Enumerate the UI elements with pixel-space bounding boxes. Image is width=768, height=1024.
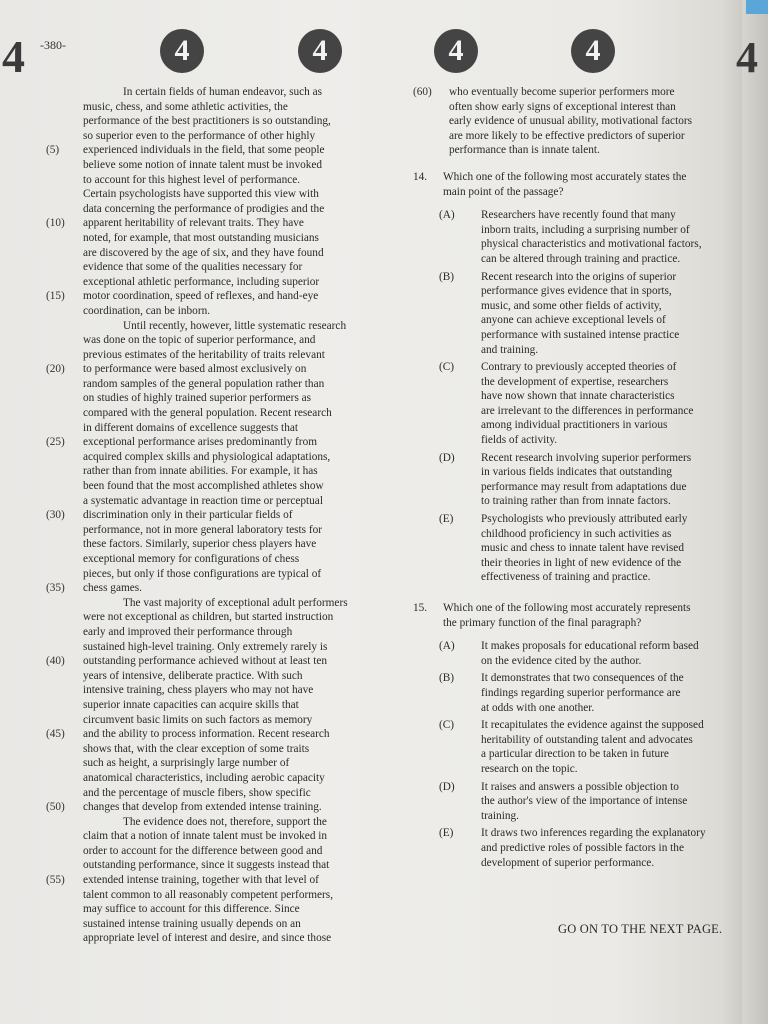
- line-text: sustained high-level training. Only extremely rarely is: [83, 640, 328, 653]
- passage-line: [46, 537, 366, 552]
- question-stem-line: the primary function of the final paragraph?: [443, 616, 642, 629]
- line-text: to account for this highest level of performance.: [83, 173, 301, 186]
- choice-text-line: Recent research into the origins of superior: [481, 270, 677, 283]
- line-text: outstanding performance achieved without at least ten: [83, 655, 328, 668]
- choice-text-line: to training rather than from innate factors.: [481, 495, 671, 508]
- choice-text-line: their theories in light of new evidence of the: [481, 556, 682, 569]
- choice-letter: (C): [439, 719, 455, 732]
- line-text: so superior even to the performance of other highly: [83, 129, 316, 142]
- line-text: on studies of highly trained superior performers as: [83, 392, 312, 405]
- line-number: (40): [46, 655, 65, 668]
- passage-continuation: [413, 85, 731, 158]
- line-number: (55): [46, 874, 65, 887]
- section-number: 4: [2, 31, 25, 82]
- line-text: acquired complex skills and physiological adaptations,: [83, 450, 331, 463]
- passage-line: [46, 246, 366, 261]
- blue-page-tab: [746, 0, 768, 14]
- passage-line: [46, 231, 366, 246]
- choice-letter: (A): [439, 640, 455, 653]
- edge-section-number: 4: [736, 33, 758, 82]
- passage-line: [46, 829, 366, 844]
- passage-line: [46, 100, 366, 115]
- line-text: such as height, a surprisingly large number of: [83, 757, 290, 770]
- answer-choice-d[interactable]: [413, 451, 731, 509]
- passage-line: [46, 786, 366, 801]
- passage-line: [413, 100, 731, 115]
- line-text: are discovered by the age of six, and they have found: [83, 246, 324, 259]
- question-stem-line: main point of the passage?: [443, 185, 564, 198]
- choice-text-line: in various fields indicates that outstanding: [481, 466, 673, 479]
- choice-text-line: research on the topic.: [481, 762, 578, 775]
- line-text: changes that develop from extended intense training.: [83, 801, 322, 814]
- line-text: to performance were based almost exclusively on: [83, 363, 307, 376]
- choice-letter: (B): [439, 672, 455, 685]
- choice-text-line: anyone can achieve exceptional levels of: [481, 314, 666, 327]
- line-text: data concerning the performance of prodigies and the: [83, 202, 325, 215]
- choice-text-line: can be altered through training and practice.: [481, 252, 681, 265]
- line-text: was done on the topic of superior performance, and: [83, 334, 316, 347]
- passage-line: [46, 581, 366, 596]
- choice-text-line: It demonstrates that two consequences of the: [481, 672, 684, 685]
- choice-text-line: at odds with one another.: [481, 701, 595, 714]
- passage-line: [46, 202, 366, 217]
- answer-choice-d[interactable]: [413, 780, 731, 824]
- go-on-footer: GO ON TO THE NEXT PAGE.: [558, 922, 723, 936]
- answer-choice-e[interactable]: [413, 512, 731, 585]
- passage-line: [46, 669, 366, 684]
- line-number: (35): [46, 582, 65, 595]
- passage-line: [413, 114, 731, 129]
- line-text: been found that the most accomplished athletes show: [83, 480, 324, 493]
- choice-text-line: It raises and answers a possible objection to: [481, 780, 679, 793]
- answer-choice-a[interactable]: [413, 639, 731, 668]
- passage-line: [46, 552, 366, 567]
- passage-line: [46, 567, 366, 582]
- passage-line: [46, 377, 366, 392]
- passage-line: [46, 304, 366, 319]
- question-list: [413, 170, 731, 870]
- choice-text-line: performance may result from adaptations due: [481, 480, 687, 493]
- passage-line: [46, 479, 366, 494]
- passage-line: [46, 873, 366, 888]
- choice-text-line: childhood proficiency in such activities as: [481, 527, 672, 540]
- choice-letter: (C): [439, 361, 455, 374]
- passage-line: [46, 610, 366, 625]
- choice-letter: (A): [439, 209, 455, 222]
- answer-choice-b[interactable]: [413, 671, 731, 715]
- choice-text-line: effectiveness of training and practice.: [481, 571, 651, 584]
- passage-line: [46, 158, 366, 173]
- section-badge: 4: [571, 29, 615, 73]
- choice-text-line: performance gives evidence that in sports,: [481, 285, 672, 298]
- choice-text-line: findings regarding superior performance are: [481, 686, 681, 699]
- line-text: motor coordination, speed of reflexes, and hand-eye: [83, 290, 319, 303]
- choice-text-line: heritability of outstanding talent and advocates: [481, 733, 693, 746]
- passage-line: [413, 85, 731, 100]
- line-text: The vast majority of exceptional adult performers: [123, 596, 348, 609]
- choice-text-line: music and chess to innate talent have revised: [481, 542, 684, 555]
- line-text: a systematic advantage in reaction time or perceptual: [83, 494, 323, 507]
- question-stem: [413, 601, 731, 630]
- choice-text-line: the development of expertise, researchers: [481, 375, 669, 388]
- choice-text-line: physical characteristics and motivational factors,: [481, 238, 702, 251]
- answer-choice-c[interactable]: [413, 360, 731, 448]
- passage-line: [46, 844, 366, 859]
- line-number: (20): [46, 363, 65, 376]
- passage-line: [46, 450, 366, 465]
- passage-line: [46, 683, 366, 698]
- line-number: (30): [46, 509, 65, 522]
- line-text: previous estimates of the heritability of traits relevant: [83, 348, 325, 361]
- line-text: sustained intense training usually depends on an: [83, 917, 301, 930]
- passage-line: [46, 815, 366, 830]
- line-text: compared with the general population. Recent research: [83, 407, 332, 420]
- passage-line: [46, 275, 366, 290]
- choice-text-line: training.: [481, 809, 519, 822]
- line-text: are more likely to be effective predictors of superior: [449, 129, 685, 142]
- choice-letter: (D): [439, 451, 455, 464]
- line-text: appropriate level of interest and desire, and since those: [83, 932, 332, 945]
- line-text: noted, for example, that most outstanding musicians: [83, 231, 319, 244]
- passage-line: [46, 800, 366, 815]
- question-stem-line: Which one of the following most accurately states the: [443, 170, 687, 183]
- line-text: these factors. Similarly, superior chess players have: [83, 538, 317, 551]
- line-number: (45): [46, 728, 65, 741]
- answer-choice-c[interactable]: [413, 718, 731, 776]
- question-number: 15.: [413, 602, 428, 614]
- line-text: Until recently, however, little systematic research: [123, 319, 347, 332]
- line-number: (25): [46, 436, 65, 449]
- choice-text-line: Contrary to previously accepted theories of: [481, 361, 677, 374]
- choice-text-line: music, and some other fields of activity,: [481, 299, 662, 312]
- choice-text-line: have now shown that innate characteristics: [481, 390, 675, 403]
- line-number: (60): [413, 86, 432, 98]
- choice-text-line: Researchers have recently found that many: [481, 209, 676, 222]
- passage-line: [46, 216, 366, 231]
- choice-text-line: on the evidence cited by the author.: [481, 654, 642, 667]
- answer-choice-e[interactable]: [413, 826, 731, 870]
- choice-text-line: a particular direction to be taken in future: [481, 748, 669, 761]
- line-text: intensive training, chess players who may not have: [83, 684, 314, 697]
- choice-text-line: are irrelevant to the differences in performance: [481, 404, 694, 417]
- line-text: who eventually become superior performers more: [449, 86, 675, 98]
- choice-text-line: inborn traits, including a surprising number of: [481, 223, 690, 236]
- line-text: in different domains of excellence suggests that: [83, 421, 298, 434]
- answer-choice-b[interactable]: [413, 270, 731, 358]
- passage-line: [46, 464, 366, 479]
- passage-line: [46, 917, 366, 932]
- line-text: random samples of the general population rather than: [83, 377, 325, 390]
- line-text: superior innate capacities can acquire skills that: [83, 698, 299, 711]
- line-number: (15): [46, 290, 65, 303]
- choice-text-line: among individual practitioners in various: [481, 419, 668, 432]
- passage-line: [413, 129, 731, 144]
- passage-line: [46, 333, 366, 348]
- page-number: -380-: [40, 38, 66, 52]
- line-text: claim that a notion of innate talent must be invoked in: [83, 830, 328, 843]
- passage-line: [46, 713, 366, 728]
- question-14: [413, 170, 731, 585]
- passage-line: [46, 319, 366, 334]
- passage-line: [46, 888, 366, 903]
- passage-line: [46, 931, 366, 946]
- choice-text-line: fields of activity.: [481, 434, 558, 447]
- passage-line: [46, 173, 366, 188]
- passage-line: [46, 742, 366, 757]
- line-text: were not exceptional as children, but started instruction: [83, 611, 334, 624]
- passage-line: [46, 727, 366, 742]
- choice-text-line: and training.: [481, 343, 539, 356]
- line-text: often show early signs of exceptional interest than: [449, 100, 676, 113]
- choice-letter: (E): [439, 513, 454, 526]
- choice-letter: (E): [439, 827, 454, 840]
- line-text: and the percentage of muscle fibers, show specific: [83, 786, 311, 799]
- question-15: [413, 601, 731, 870]
- line-text: performance, not in more general laboratory tests for: [83, 523, 323, 536]
- passage-line: [46, 435, 366, 450]
- line-text: performance than is innate talent.: [449, 144, 600, 157]
- line-text: Certain psychologists have supported this view with: [83, 188, 319, 201]
- line-text: may suffice to account for this difference. Since: [83, 903, 300, 916]
- choice-letter: (B): [439, 270, 455, 283]
- line-text: talent common to all reasonably competent performers,: [83, 888, 334, 901]
- line-number: (50): [46, 801, 65, 814]
- passage-line: [46, 771, 366, 786]
- passage-line: [46, 391, 366, 406]
- line-text: circumvent basic limits on such factors as memory: [83, 713, 313, 726]
- passage-line: [46, 129, 366, 144]
- passage-line: [46, 362, 366, 377]
- passage-line: [46, 289, 366, 304]
- next-page-edge: [742, 0, 768, 1024]
- answer-choice-a[interactable]: [413, 208, 731, 266]
- choice-text-line: It recapitulates the evidence against the supposed: [481, 719, 704, 732]
- line-text: anatomical characteristics, including aerobic capacity: [83, 771, 325, 784]
- line-text: evidence that some of the qualities necessary for: [83, 261, 303, 274]
- line-number: (10): [46, 217, 65, 230]
- right-column: [413, 85, 731, 870]
- passage-line: [46, 640, 366, 655]
- line-text: In certain fields of human endeavor, such as: [123, 86, 323, 98]
- passage-line: [46, 625, 366, 640]
- choice-text-line: development of superior performance.: [481, 856, 655, 869]
- line-text: pieces, but only if those configurations are typical of: [83, 567, 322, 580]
- choice-text-line: and predictive roles of possible factors in the: [481, 841, 684, 854]
- passage-line: [46, 494, 366, 509]
- line-text: experienced individuals in the field, that some people: [83, 144, 325, 157]
- choice-text-line: Recent research involving superior performers: [481, 451, 692, 464]
- passage-line: [46, 523, 366, 538]
- passage-line: [46, 348, 366, 363]
- choice-letter: (D): [439, 780, 455, 793]
- line-text: early evidence of unusual ability, motivational factors: [449, 115, 693, 128]
- choice-text-line: Psychologists who previously attributed early: [481, 513, 688, 526]
- line-text: outstanding performance, since it suggests instead that: [83, 859, 330, 872]
- passage-line: [46, 654, 366, 669]
- line-text: rather than from innate abilities. For example, it has: [83, 465, 318, 478]
- passage-line: [46, 596, 366, 611]
- question-number: 14.: [413, 170, 428, 183]
- line-text: exceptional performance arises predominantly from: [83, 436, 318, 449]
- passage-line: [46, 902, 366, 917]
- passage-line: [46, 406, 366, 421]
- passage-line: [413, 143, 731, 158]
- passage-line: [46, 698, 366, 713]
- line-text: believe some notion of innate talent must be invoked: [83, 158, 323, 171]
- line-text: extended intense training, together with that level of: [83, 874, 319, 887]
- choice-text-line: the author's view of the importance of intense: [481, 795, 688, 808]
- choice-text-line: It draws two inferences regarding the explanatory: [481, 827, 706, 840]
- line-text: music, chess, and some athletic activities, the: [83, 100, 288, 113]
- passage-line: [46, 85, 366, 100]
- line-text: years of intensive, deliberate practice. With such: [83, 669, 303, 682]
- line-text: exceptional athletic performance, including superior: [83, 275, 320, 288]
- line-text: order to account for the difference between good and: [83, 844, 323, 857]
- reading-passage: [46, 85, 366, 946]
- section-badge: 4: [434, 29, 478, 73]
- passage-line: [46, 187, 366, 202]
- choice-text-line: performance with sustained intense practice: [481, 328, 680, 341]
- line-text: The evidence does not, therefore, support the: [123, 815, 327, 828]
- passage-line: [46, 756, 366, 771]
- line-text: and the ability to process information. Recent research: [83, 728, 330, 741]
- line-text: chess games.: [83, 582, 142, 595]
- line-text: apparent heritability of relevant traits. They have: [83, 217, 304, 230]
- passage-line: [46, 143, 366, 158]
- question-stem-line: Which one of the following most accurately represents: [443, 602, 691, 614]
- passage-line: [46, 508, 366, 523]
- line-text: coordination, can be inborn.: [83, 304, 211, 317]
- passage-line: [46, 858, 366, 873]
- line-number: (5): [46, 144, 60, 157]
- line-text: shows that, with the clear exception of some traits: [83, 742, 310, 755]
- passage-line: [46, 114, 366, 129]
- line-text: exceptional memory for configurations of chess: [83, 553, 300, 565]
- line-text: performance of the best practitioners is so outstanding,: [83, 115, 331, 128]
- section-badge: 4: [160, 29, 204, 73]
- line-text: discrimination only in their particular fields of: [83, 509, 293, 522]
- choice-text-line: It makes proposals for educational reform based: [481, 640, 699, 653]
- line-text: early and improved their performance through: [83, 625, 293, 638]
- question-stem: [413, 170, 731, 199]
- passage-line: [46, 421, 366, 436]
- section-badge: 4: [298, 29, 342, 73]
- passage-line: [46, 260, 366, 275]
